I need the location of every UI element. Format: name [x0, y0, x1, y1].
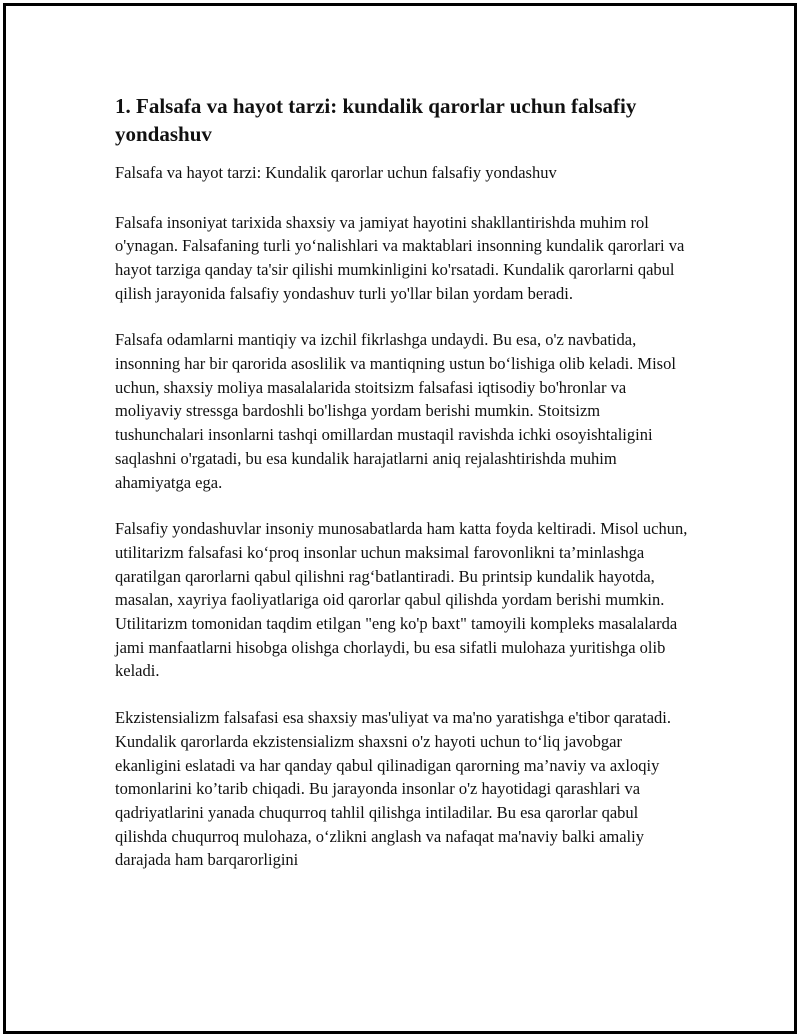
paragraph-4: Ekzistensializm falsafasi esa shaxsiy mas'uliyat va ma'no yaratishga e'tibor qaratadi. Kundalik qarorlarda ekzistensializm shaxsni o'z hayoti uchun to‘liq javobgar ekanligini eslatadi va har qanday qabul qilinadigan qarorning ma’naviy va axloqiy tomonlarini ko’tarib chiqadi. Bu jarayonda insonlar o'z hayotidagi qarashlari va qadriyatlarini yanada chuqurroq tahlil qilishga intiladilar. Bu esa qarorlar qabul qilishda chuqurroq mulohaza, o‘zlikni anglash va nafaqat ma'naviy balki amaliy darajada ham barqarorligini: [115, 708, 671, 870]
section-heading: 1. Falsafa va hayot tarzi: kundalik qarorlar uchun falsafiy yondashuv: [115, 94, 637, 146]
document-body: [115, 92, 690, 895]
paragraph-1: Falsafa insoniyat tarixida shaxsiy va jamiyat hayotini shakllantirishda muhim rol o'ynagan. Falsafaning turli yo‘nalishlari va maktablari insonning kundalik qarorlari va hayot tarziga qanday ta'sir qilishi mumkinligini ko'rsatadi. Kundalik qarorlarni qabul qilish jarayonida falsafiy yondashuv turli yo'llar bilan yordam beradi.: [115, 212, 685, 303]
paragraph-2: Falsafa odamlarni mantiqiy va izchil fikrlashga undaydi. Bu esa, o'z navbatida, insonning har bir qarorida asoslilik va mantiqning ustun bo‘lishiga olib keladi. Misol uchun, shaxsiy moliya masalalarida stoitsizm falsafasi iqtisodiy bo'hronlar va moliyaviy stressga bardoshli bo'lishga yordam berishi mumkin. Stoitsizm tushunchalari insonlarni tashqi omillardan mustaqil ravishda ichki osoyishtaligini saqlashni o'rgatadi, bu esa kundalik harajatlarni aniq rejalashtirishda muhim ahamiyatga ega.: [115, 330, 676, 492]
paragraph-3: Falsafiy yondashuvlar insoniy munosabatlarda ham katta foyda keltiradi. Misol uchun, utilitarizm falsafasi ko‘proq insonlar uchun maksimal farovonlikni ta’minlashga qaratilgan qarorlarni qabul qilishni rag‘batlantiradi. Bu printsip kundalik hayotda, masalan, xayriya faoliyatlariga oid qarorlar qabul qilishda yordam berishi mumkin. Utilitarizm tomonidan taqdim etilgan "eng ko'p baxt" tamoyili kompleks masalalarda jami manfaatlarni hisobga olishga chorlaydi, bu esa sifatli mulohaza yuritishga olib keladi.: [115, 519, 688, 681]
section-subtitle: Falsafa va hayot tarzi: Kundalik qarorlar uchun falsafiy yondashuv: [115, 163, 557, 182]
